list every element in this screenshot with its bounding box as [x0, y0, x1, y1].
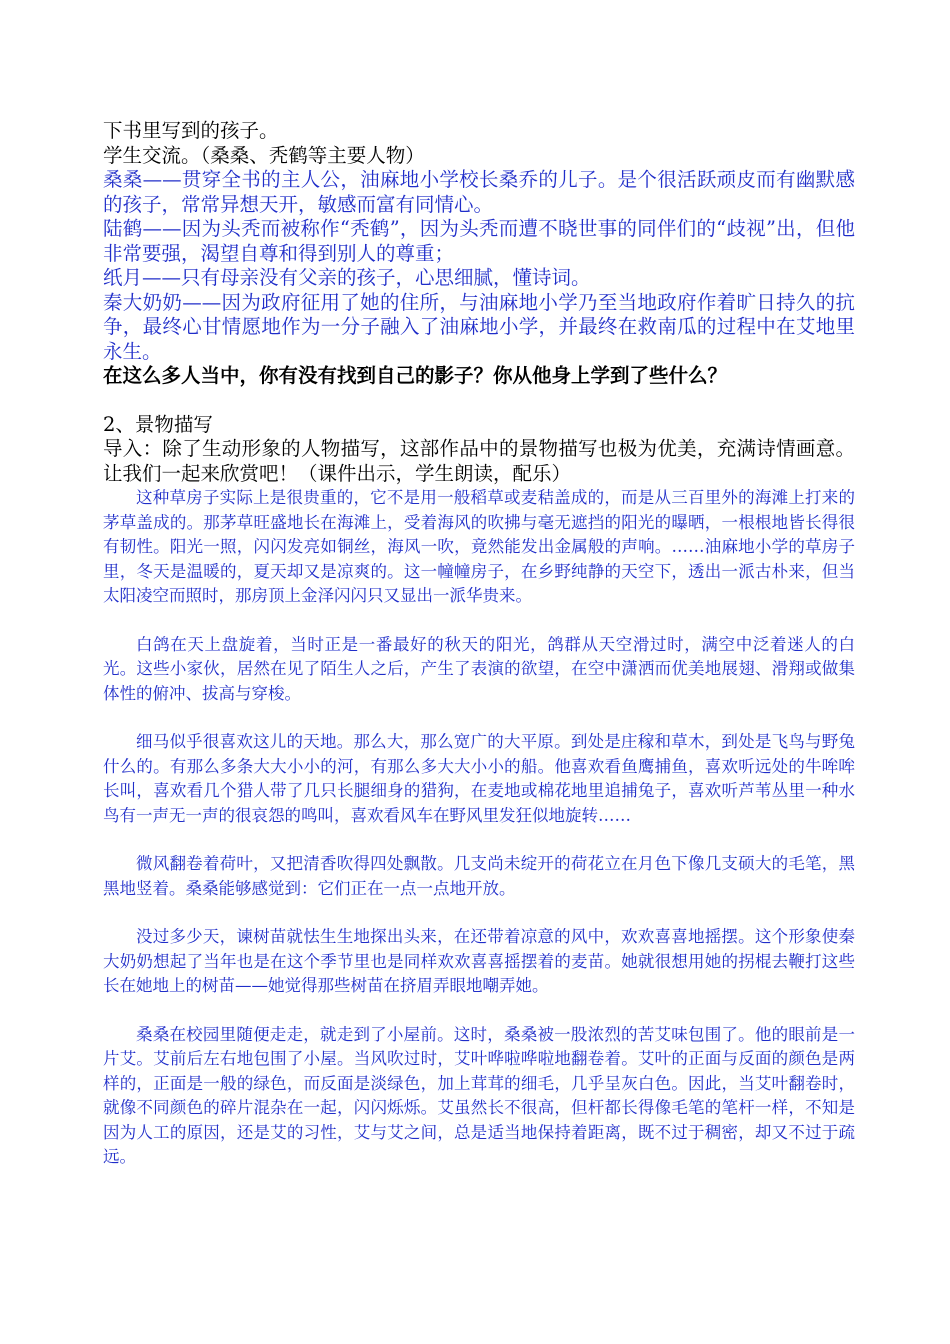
section-heading: 2、景物描写 — [103, 412, 213, 436]
excerpt-grass-house: 这种草房子实际上是很贵重的，它不是用一般稻草或麦秸盖成的，而是从三百里外的海滩上打来的茅草盖成的。那茅草旺盛地长在海滩上，受着海风的吹拂与毫无遮挡的阳光的曝晒，一根根地皆长得很有韧性。阳光一照，闪闪发亮如铜丝，海风一吹，竟然能发出金属般的声响。……油麻地小学的草房子里，冬天是温暖的，夏天却又是凉爽的。这一幢幢房子，在乡野纯静的天空下，透出一派古朴来，但当太阳凌空而照时，那房顶上金泽闪闪只又显出一派华贵来。 — [103, 488, 855, 605]
intro-line-2: 学生交流。（桑桑、秃鹤等主要人物） — [103, 143, 425, 167]
character-zhiyue: 纸月——只有母亲没有父亲的孩子，心思细腻，懂诗词。 — [103, 266, 591, 289]
section-lead: 导入：除了生动形象的人物描写，这部作品中的景物描写也极为优美，充满诗情画意。让我们一起来欣赏吧！（课件出示，学生朗读，配乐） — [103, 437, 855, 485]
excerpt-lotus: 微风翻卷着荷叶，又把清香吹得四处飘散。几支尚未绽开的荷花立在月色下像几支硕大的毛笔，黑黑地竖着。桑桑能够感觉到：它们正在一点一点地开放。 — [103, 854, 855, 898]
excerpt-pigeons: 白鸽在天上盘旋着，当时正是一番最好的秋天的阳光，鸽群从天空滑过时，满空中泛着迷人的白光。这些小家伙，居然在见了陌生人之后，产生了表演的欲望，在空中潇洒而优美地展翅、滑翔或做集体性的俯冲、拔高与穿梭。 — [103, 634, 855, 703]
character-qin-grandma: 秦大奶奶——因为政府征用了她的住所，与油麻地小学乃至当地政府作着旷日持久的抗争，最终心甘情愿地作为一分子融入了油麻地小学，并最终在救南瓜的过程中在艾地里永生。 — [103, 290, 855, 363]
reflection-question: 在这么多人当中，你有没有找到自己的影子？你从他身上学到了些什么？ — [103, 364, 728, 387]
character-sangsang: 桑桑——贯穿全书的主人公，油麻地小学校长桑乔的儿子。是个很活跃顽皮而有幽默感的孩子，常常异想天开，敏感而富有同情心。 — [103, 168, 855, 216]
document-page — [103, 119, 855, 1170]
excerpt-saplings: 没过多少天，谏树苗就怯生生地探出头来，在还带着凉意的风中，欢欢喜喜地摇摆。这个形象使秦大奶奶想起了当年也是在这个季节里也是同样欢欢喜喜摇摆着的麦苗。她就很想用她的拐棍去鞭打这些长在她地上的树苗——她觉得那些树苗在挤眉弄眼地嘲弄她。 — [103, 927, 855, 995]
intro-line-1: 下书里写到的孩子。 — [103, 119, 279, 142]
excerpt-ximа-plain: 细马似乎很喜欢这儿的天地。那么大，那么宽广的大平原。到处是庄稼和草木，到处是飞鸟与野兔什么的。有那么多条大大小小的河，有那么多大大小小的船。他喜欢看鱼鹰捕鱼，喜欢听远处的牛哞哞长叫，喜欢看几个猎人带了几只长腿细身的猎狗，在麦地或棉花地里追捕兔子，喜欢听芦苇丛里一种水鸟有一声无一声的很哀怨的鸣叫，喜欢看风车在野风里发狂似地旋转…… — [103, 732, 855, 825]
character-luhe: 陆鹤——因为头秃而被称作“秃鹤”，因为头秃而遭不晓世事的同伴们的“歧视”出，但他非常要强，渴望自尊和得到别人的尊重； — [103, 217, 855, 265]
excerpt-mugwort: 桑桑在校园里随便走走，就走到了小屋前。这时，桑桑被一股浓烈的苦艾味包围了。他的眼前是一片艾。艾前后左右地包围了小屋。当风吹过时，艾叶哗啦哗啦地翻卷着。艾叶的正面与反面的颜色是两样的，正面是一般的绿色，而反面是淡绿色，加上茸茸的细毛，几乎呈灰白色。因此，当艾叶翻卷时，就像不同颜色的碎片混杂在一起，闪闪烁烁。艾虽然长不很高，但杆都长得像毛笔的笔杆一样，不知是因为人工的原因，还是艾的习性，艾与艾之间，总是适当地保持着距离，既不过于稠密，却又不过于疏远。 — [103, 1024, 855, 1166]
